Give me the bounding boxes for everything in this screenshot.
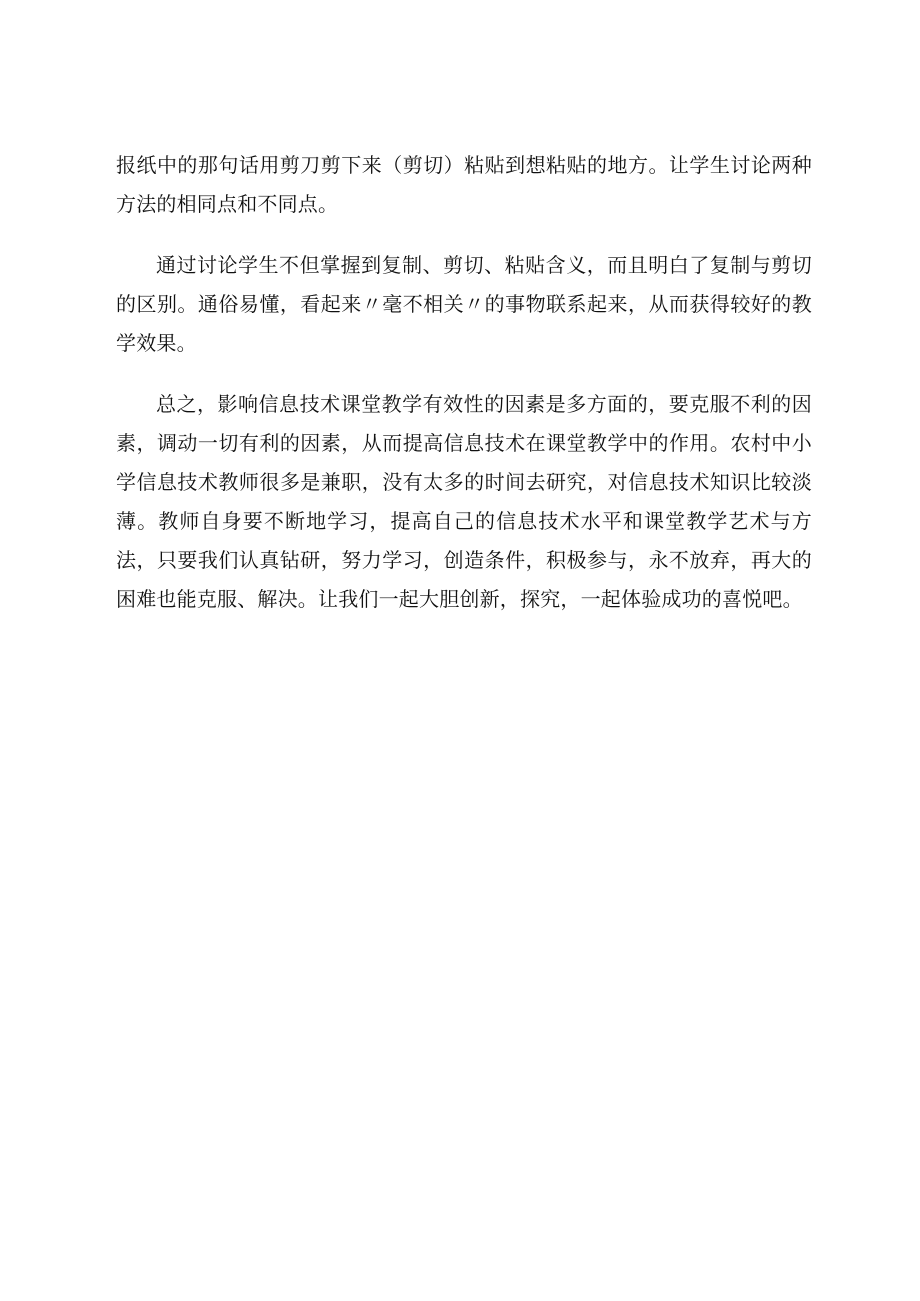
paragraph-continuation: 报纸中的那句话用剪刀剪下来（剪切）粘贴到想粘贴的地方。让学生讨论两种方法的相同点和不同点。 (116, 153, 812, 216)
paragraph-discussion-result: 通过讨论学生不但掌握到复制、剪切、粘贴含义，而且明白了复制与剪切的区别。通俗易懂，看起来〃毫不相关〃的事物联系起来，从而获得较好的教学效果。 (116, 253, 812, 355)
paragraph-conclusion: 总之，影响信息技术课堂教学有效性的因素是多方面的，要克服不利的因素，调动一切有利的因素，从而提高信息技术在课堂教学中的作用。农村中小学信息技术教师很多是兼职，没有太多的时间去研究，对信息技术知识比较淡薄。教师自身要不断地学习，提高自己的信息技术水平和课堂教学艺术与方法，只要我们认真钻研，努力学习，创造条件，积极参与，永不放弃，再大的困难也能克服、解决。让我们一起大胆创新，探究，一起体验成功的喜悦吧。 (116, 392, 812, 611)
document-body (116, 146, 812, 641)
